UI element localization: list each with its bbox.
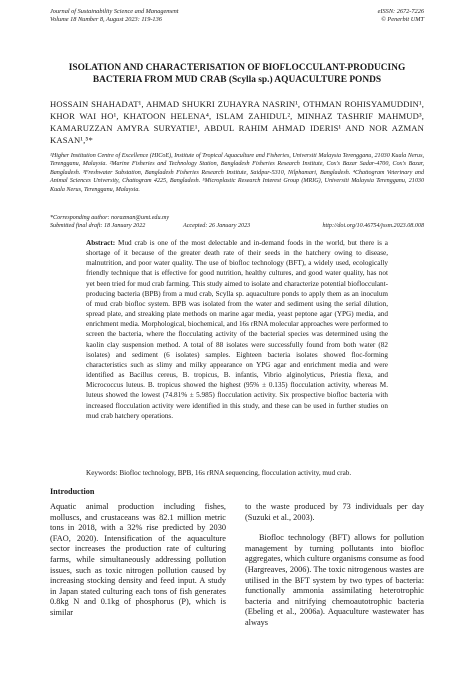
abstract — [86, 238, 388, 421]
accepted-date: Accepted: 26 January 2023 — [183, 223, 251, 229]
text-column-right — [245, 502, 424, 629]
journal-name: Journal of Sustainability Science and Management — [50, 8, 179, 15]
paragraph: to the waste produced by 73 individuals per day (Suzuki et al., 2003). — [245, 502, 424, 522]
header-right — [378, 8, 424, 24]
corresponding-author: *Corresponding author: norazman@umt.edu.my — [50, 215, 170, 221]
doi-link[interactable]: http://doi.org/10.46754/jssm.2023.08.008 — [322, 223, 424, 229]
keywords: Keywords: Biofloc technology, BPB, 16s rRNA sequencing, flocculation activity, mud crab. — [86, 469, 352, 477]
submitted-date: Submitted final draft: 18 January 2022 — [50, 223, 146, 229]
abstract-text: Mud crab is one of the most delectable and in-demand foods in the world, but there is a shortage of it because of the greater death rate of their seeds in the hatchery owing to disease, malnutrition, and poor water quality. The use of biofloc technology (BFT), a widely used, ecologically friendly technique that is effective for good nutrition, healthy cultures, and good water quality, has not yet been tried for mud crab farming. This study aimed to isolate and characterize potential bioflocculant-producing bacteria (BPB) from a mud crab, Scylla sp. aquaculture ponds to apply them as an inoculum of mud crab biofloc system. BPB was isolated from the water and sediment using the serial dilution, spread plate, and streaking plate methods on marine agar media, yeast peptone agar (YPG) media, and enrichment media. Morphological, biochemical, and 16s rRNA molecular approaches were performed to screen the bacteria, where the flocculating activity of the bacterial species was determined using the kaolin clay suspension method. A total of 88 isolates were successfully found from both water (82 isolates) and sediment (6 isolates) samples. Eighteen bacteria isolates showed floc-forming characteristics such as slimy and milky appearance on YPG agar and enrichment media and were identified as Bacillus cereus, B. tropicus, B. infantis, Vibrio alginolyticus, Priestia flexa, and Micrococcus luteus. B. tropicus showed the highest (95% ± 0.135) flocculation activity, whereas M. luteus showed the lowest (74.81% ± 5.985) flocculation activity. Six prospective biofloc bacteria with increased flocculation activity were identified in this study, and these can be used in further studies on mud crab hatchery operations. — [86, 239, 388, 420]
publisher: © Penerbit UMT — [381, 16, 424, 23]
text-column-left: Aquatic animal production including fishes, molluscs, and crustaceans was 82.1 million metric tons in 2018, with a 32% rise predicted by 2030 (FAO, 2020). Intensification of the aquaculture sector increases the production rate of culturing farms, while simultaneously addressing pollution issues, such as toxic nitrogen pollution caused by increasing stocking density and feed input. A study in Japan stated culturing each tons of fish generates 0.8kg N and 0.1kg of phosphorus (P), which is similar — [50, 502, 226, 617]
header-left — [50, 8, 179, 24]
paragraph-text: Biofloc technology (BFT) allows for pollution management by turning pollutants into biofloc aggregates, which culture organisms consume as food (Hargreaves, 2006). The toxic nitrogenous wastes are utilised in the BFT system by two types of bacteria: functionally ammonia assimilating heterotrophic bacteria and nitrifying chemoautotrophic bacteria (Ebeling et al., 2006a). Aquaculture wastewater has always — [245, 533, 424, 627]
section-heading-introduction: Introduction — [50, 487, 95, 496]
paper-title: ISOLATION AND CHARACTERISATION OF BIOFLOCCULANT-PRODUCING BACTERIA FROM MUD CRAB (Scylla sp.) AQUACULTURE PONDS — [68, 63, 406, 85]
affiliations: ¹Higher Institution Centre of Excellence (HICoE), Institute of Tropical Aquaculture and Fisheries, Universiti Malaysia Terengganu, 21030 Kuala Nerus, Terengganu, Malaysia. ²Marine Fisheries and Technology Station, Bangladesh Fisheries Research Institute, Cox's Bazar Sadar-4700, Cox's Bazar, Bangladesh. ³Freshwater Substation, Bangladesh Fisheries Research Institute, Saidpur-5310, Nilphamari, Bangladesh. ⁴Chattogram Veterinary and Animal Sciences University, Chattogram 4225, Bangladesh. ⁵Microplastic Research Interest Group (MRIG), Universiti Malaysia Terengganu, 21030 Kuala Nerus, Terengganu, Malaysia. — [50, 153, 424, 193]
paragraph-indented — [245, 533, 424, 628]
author-list: HOSSAIN SHAHADAT¹, AHMAD SHUKRI ZUHAYRA NASRIN¹, OTHMAN ROHISYAMUDDIN¹, KHOR WAI HO¹, KHATOON HELENA⁴, ISLAM ZAHIDUL², MINHAZ TASHRIF MAHMUD³, KAMARUZZAN AMYRA SURYATIE¹, ABDUL RAHIM AHMAD IDERIS¹ AND NOR AZMAN KASAN¹,⁵* — [50, 99, 424, 145]
eissn: eISSN: 2672-7226 — [377, 8, 424, 15]
journal-volume: Volume 18 Number 8, August 2023: 119-136 — [50, 16, 162, 23]
abstract-label: Abstract: — [86, 239, 116, 247]
